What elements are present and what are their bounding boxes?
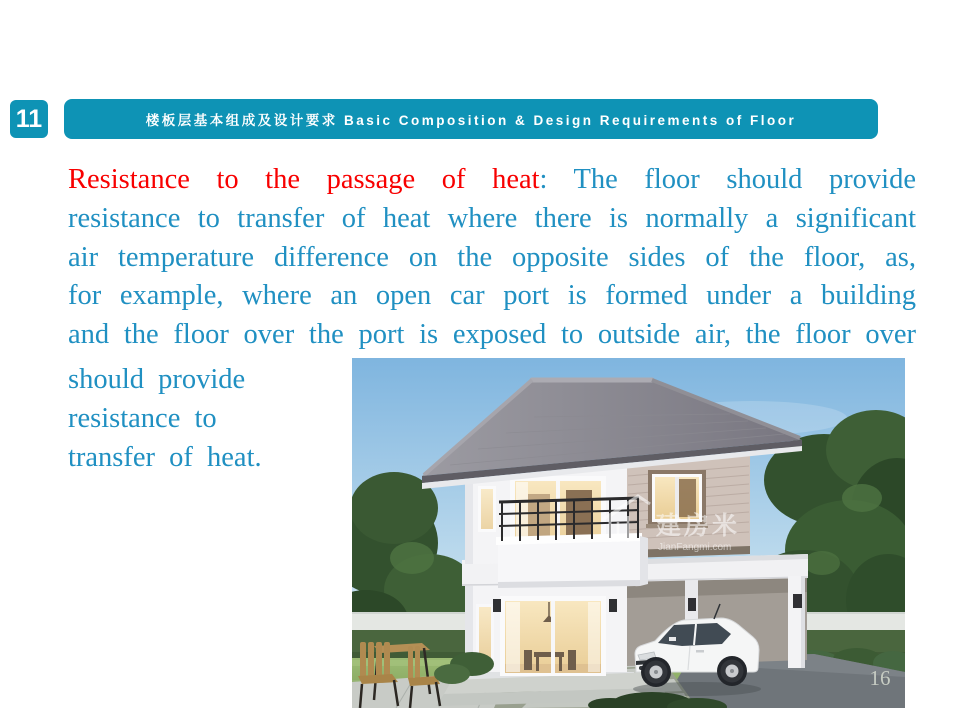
header-bar <box>64 99 878 139</box>
page-number: 16 <box>869 666 891 690</box>
paragraph-line-1 <box>68 161 916 200</box>
watermark-site-text: JianFangmi.com <box>658 542 732 553</box>
lead-red-text: Resistance to the passage of heat <box>68 164 540 195</box>
slide-number-badge: 11 <box>10 100 48 138</box>
paragraph-line-3: air temperature difference on the opposite sides of the floor, as, <box>68 241 916 273</box>
wrap-line-3: transfer of heat. <box>68 442 262 473</box>
wrap-line-2: resistance to <box>68 403 217 434</box>
paragraph-line-5: and the floor over the port is exposed to outside air, the floor over <box>68 319 916 351</box>
wrap-line-1: should provide <box>68 364 246 395</box>
house-photo <box>352 358 905 708</box>
paragraph-line-4: for example, where an open car port is formed under a building <box>68 280 916 312</box>
watermark-cn-text: 建房米 <box>656 512 741 540</box>
paragraph <box>68 161 916 355</box>
header-title: 楼板层基本组成及设计要求 Basic Composition & Design Requirements of Floor <box>145 113 797 128</box>
carport-front-post <box>788 576 805 668</box>
paragraph-line-2: resistance to transfer of heat where there is normally a significant <box>68 202 916 234</box>
wrap-column <box>68 360 348 477</box>
lead-blue-text: : The floor should provide <box>539 164 916 195</box>
